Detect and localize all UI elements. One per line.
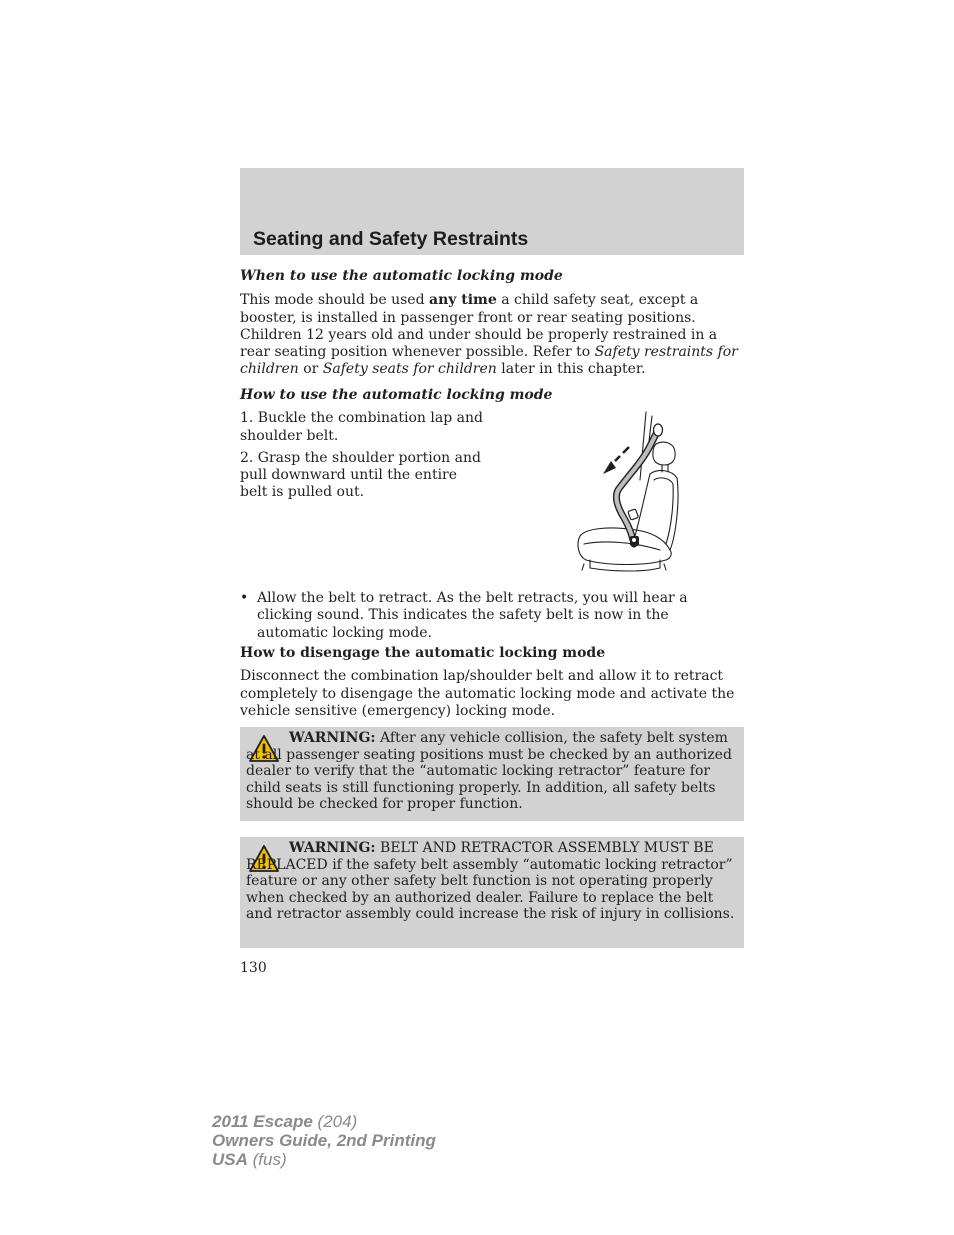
warning-text-1 — [246, 730, 736, 813]
section-automatic-locking-when — [240, 268, 740, 379]
warning-label: WARNING: — [289, 840, 376, 856]
footer-market-code: (fus) — [247, 1150, 287, 1169]
warning-box-1 — [240, 727, 744, 821]
section-bullet — [240, 590, 740, 642]
subheading-when-to-use: When to use the automatic locking mode — [240, 268, 563, 284]
bullet-dot: • — [240, 590, 249, 606]
document-footer — [212, 1112, 436, 1169]
subheading-how-to-use: How to use the automatic locking mode — [240, 387, 553, 403]
warning-box-2 — [240, 837, 744, 948]
paragraph-when-to-use — [240, 292, 740, 378]
text-run: a child safety seat, except a booster, is installed in passenger front or rear seating positions. Children 12 years old and under should be properly restrained in a rear seating position whenever possible. Refer to — [240, 292, 718, 361]
footer-line-market — [212, 1150, 436, 1169]
seatbelt-seat-illustration — [574, 410, 684, 578]
text-run: This mode should be used — [240, 292, 429, 309]
section-header-band — [240, 168, 744, 255]
warning-label: WARNING: — [289, 730, 376, 746]
reference-safety-seats-children: Safety seats for children — [322, 361, 497, 378]
footer-market: USA — [212, 1150, 248, 1169]
section-disengage — [240, 645, 740, 720]
reference-safety-restraints-children: Safety restraints for children — [240, 344, 738, 378]
warning-body: BELT AND RETRACTOR ASSEMBLY MUST BE REPLACED if the safety belt assembly “automatic locking retractor” feature or any other safety belt function is not operating properly when checked by an authorized dealer. Failure to replace the belt and retractor assembly could increase the risk of injury in collisions. — [246, 840, 735, 922]
bullet-text: Allow the belt to retract. As the belt retracts, you will hear a clicking sound. This indicates the safety belt is now in the automatic locking mode. — [257, 590, 688, 641]
steps-list — [240, 410, 485, 501]
footer-line-guide: Owners Guide, 2nd Printing — [212, 1131, 436, 1150]
footer-model: 2011 Escape — [212, 1112, 313, 1131]
paragraph-disengage: Disconnect the combination lap/shoulder belt and allow it to retract completely to disengage the automatic locking mode and activate the vehicle sensitive (emergency) locking mode. — [240, 668, 735, 719]
emphasis-any-time: any time — [429, 292, 497, 309]
step-1: 1. Buckle the combination lap and shoulder belt. — [240, 410, 483, 444]
text-run: later in this chapter. — [496, 361, 646, 378]
step-2: 2. Grasp the shoulder portion and pull downward until the entire belt is pulled out. — [240, 449, 481, 501]
warning-body: After any vehicle collision, the safety belt system at all passenger seating positions must be checked by an authorized dealer to verify that the “automatic locking retractor” feature for child seats is still functioning properly. In addition, all safety belts should be checked for proper function. — [246, 730, 732, 812]
text-run: or — [298, 361, 323, 378]
list-item — [240, 590, 740, 642]
footer-line-model — [212, 1112, 436, 1131]
subheading-disengage: How to disengage the automatic locking mode — [240, 645, 606, 661]
footer-model-code: (204) — [312, 1112, 358, 1131]
page-number: 130 — [240, 960, 267, 976]
section-title: Seating and Safety Restraints — [253, 228, 529, 250]
warning-text-2 — [246, 840, 736, 923]
